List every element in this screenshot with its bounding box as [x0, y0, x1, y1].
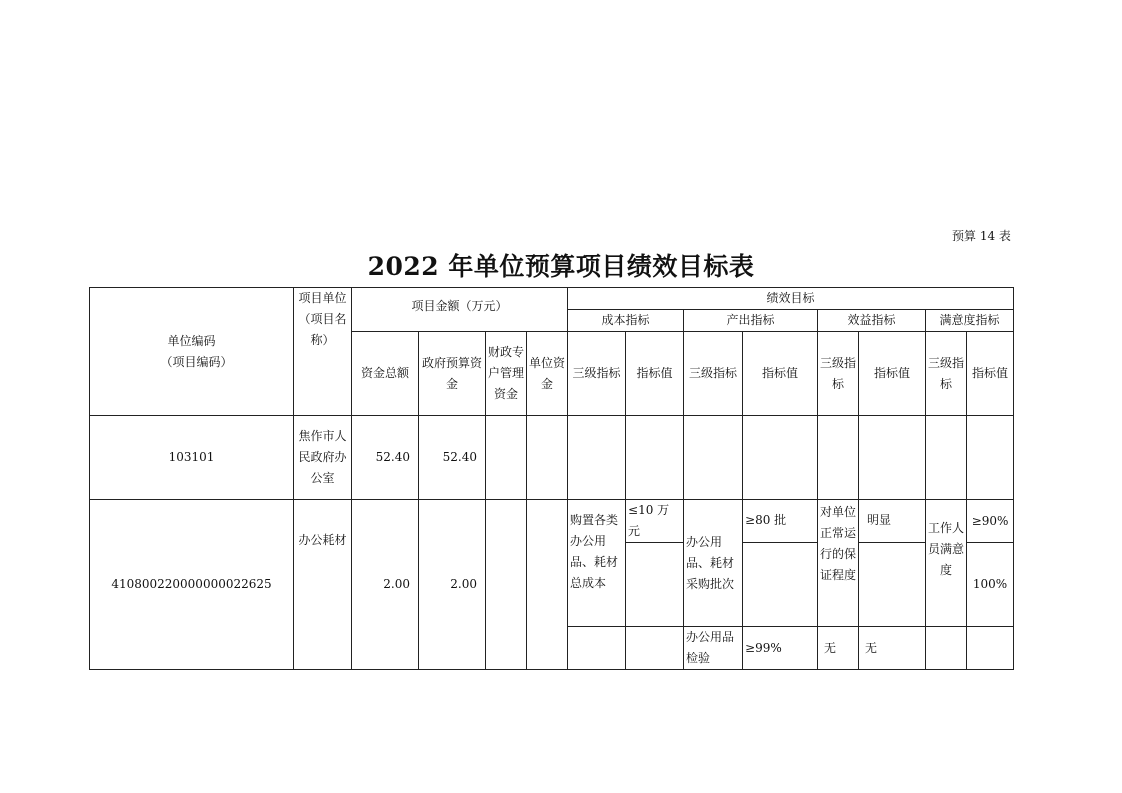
row2-code: 410800220000000022625: [90, 500, 294, 670]
header-satisfaction-level3: 三级指标: [926, 332, 967, 416]
row3-output-level3: 办公用品检验: [684, 627, 743, 670]
header-unit-code: [90, 288, 294, 416]
header-output-value: 指标值: [743, 332, 818, 416]
row2-cost-value-empty: [626, 543, 684, 627]
row2-benefit-value: 明显: [859, 500, 926, 543]
header-gov-budget-funds: 政府预算资金: [419, 332, 486, 416]
row2-total: 2.00: [352, 500, 419, 670]
row1-benefit-value: [859, 416, 926, 500]
page-title: 2022 年单位预算项目绩效目标表: [367, 252, 755, 281]
header-output-level3: 三级指标: [684, 332, 743, 416]
row1-name: 焦作市人民政府办公室: [294, 416, 352, 500]
header-cost-value: 指标值: [626, 332, 684, 416]
row2-output-value-empty: [743, 543, 818, 627]
header-special-funds: 财政专户管理资金: [486, 332, 527, 416]
row3-satisfaction-value: [967, 627, 1014, 670]
header-benefit-level3: 三级指标: [818, 332, 859, 416]
header-cost-indicator: 成本指标: [568, 310, 684, 332]
row3-cost-level3: [568, 627, 626, 670]
row3-benefit-level3: 无: [818, 627, 859, 670]
row2-special: [486, 500, 527, 670]
table-number: 预算 14 表: [952, 229, 1011, 243]
row1-output-value: [743, 416, 818, 500]
row2-cost-value: ≤10 万元: [626, 500, 684, 543]
row2-satisfaction-level3: 工作人员满意度: [926, 500, 967, 627]
header-project-amount: 项目金额（万元）: [352, 288, 568, 332]
row1-satisfaction-value: [967, 416, 1014, 500]
row1-output-level3: [684, 416, 743, 500]
row1-cost-level3: [568, 416, 626, 500]
row2-unit-funds: [527, 500, 568, 670]
performance-goal-table: [89, 287, 1014, 670]
row2-name: 办公耗材: [294, 500, 352, 670]
row1-gov-budget: 52.40: [419, 416, 486, 500]
header-performance-goal: 绩效目标: [568, 288, 1014, 310]
row2-satisfaction-value-1: ≥90%: [967, 500, 1014, 543]
header-project-unit: 项目单位（项目名称）: [294, 288, 352, 416]
header-project-code-label: （项目编码）: [160, 354, 233, 369]
row3-cost-value: [626, 627, 684, 670]
row1-cost-value: [626, 416, 684, 500]
header-unit-code-label: 单位编码: [167, 333, 216, 348]
header-cost-level3: 三级指标: [568, 332, 626, 416]
row1-code: 103101: [90, 416, 294, 500]
row3-benefit-value: 无: [859, 627, 926, 670]
header-unit-funds: 单位资金: [527, 332, 568, 416]
header-satisfaction-indicator: 满意度指标: [926, 310, 1014, 332]
header-total-funds: 资金总额: [352, 332, 419, 416]
header-benefit-indicator: 效益指标: [818, 310, 926, 332]
row1-total: 52.40: [352, 416, 419, 500]
row2-cost-level3: 购置各类办公用品、耗材总成本: [568, 500, 626, 627]
row2-satisfaction-value-2: 100%: [967, 543, 1014, 627]
header-benefit-value: 指标值: [859, 332, 926, 416]
header-output-indicator: 产出指标: [684, 310, 818, 332]
row1-benefit-level3: [818, 416, 859, 500]
row2-benefit-level3: 对单位正常运行的保证程度: [818, 500, 859, 627]
row1-special: [486, 416, 527, 500]
row2-output-value: ≥80 批: [743, 500, 818, 543]
row2-benefit-value-empty: [859, 543, 926, 627]
row3-output-value: ≥99%: [743, 627, 818, 670]
header-satisfaction-value: 指标值: [967, 332, 1014, 416]
row2-gov-budget: 2.00: [419, 500, 486, 670]
row1-satisfaction-level3: [926, 416, 967, 500]
row1-unit-funds: [527, 416, 568, 500]
row2-output-level3: 办公用品、耗材采购批次: [684, 500, 743, 627]
row3-satisfaction-level3: [926, 627, 967, 670]
